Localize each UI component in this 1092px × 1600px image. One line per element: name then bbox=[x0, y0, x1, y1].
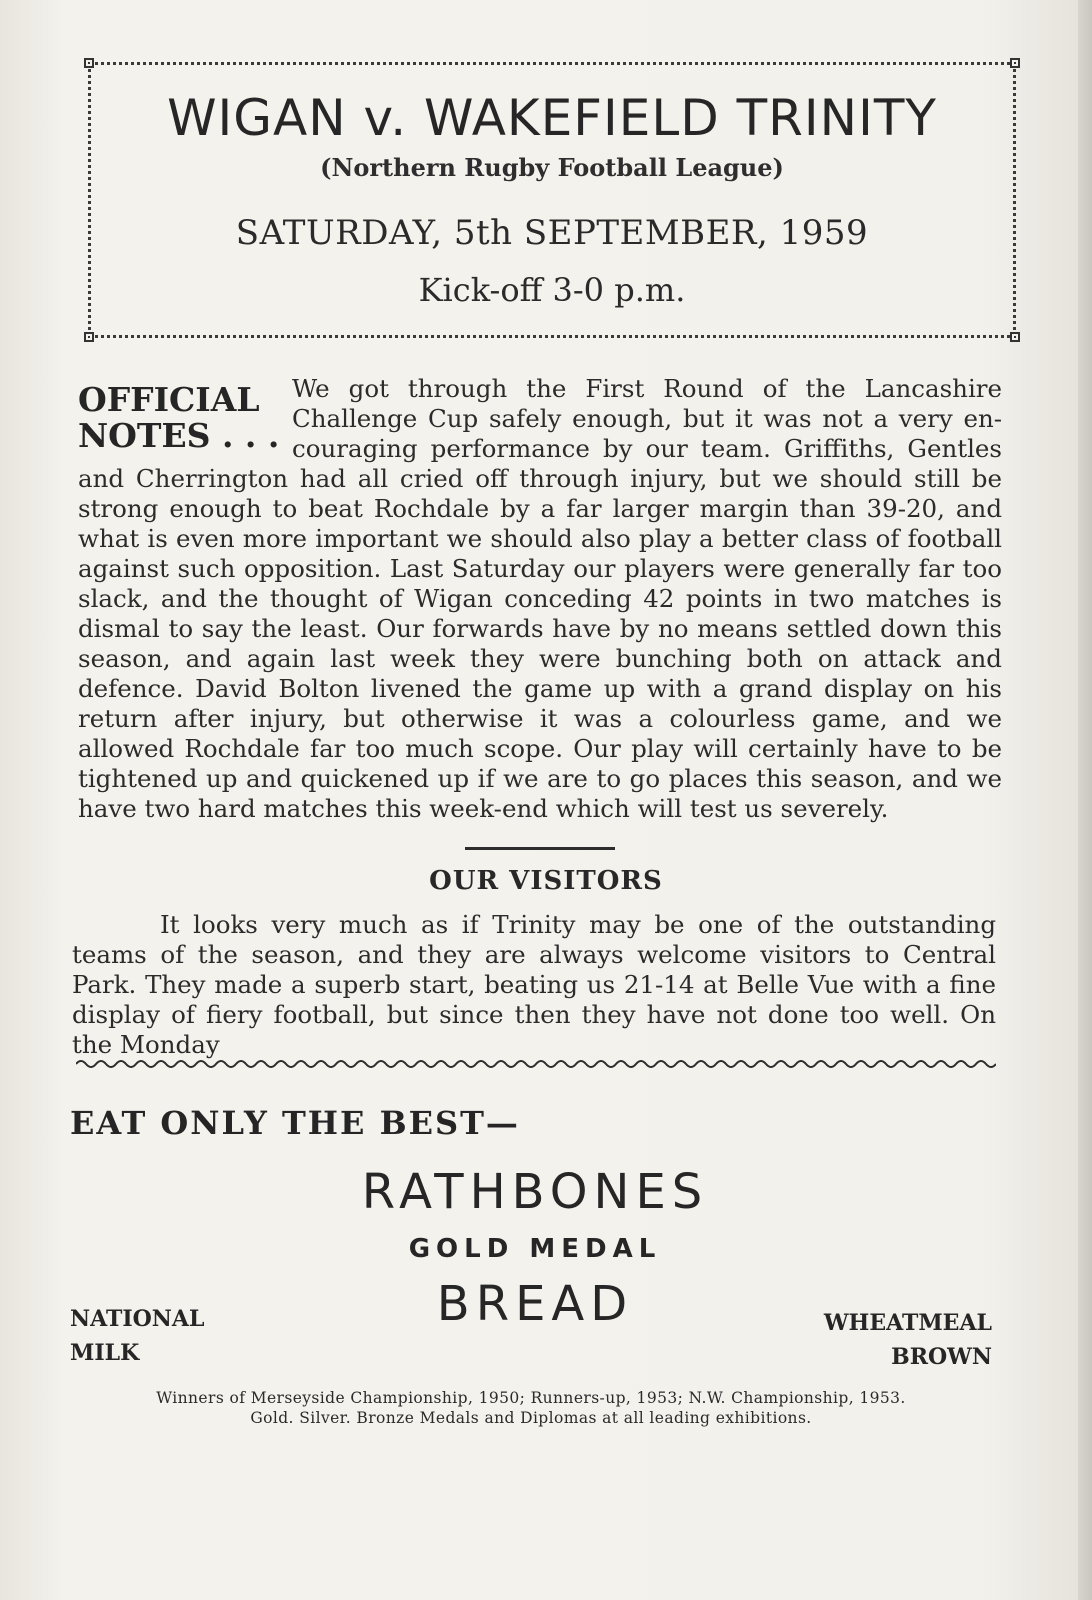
page-edge bbox=[1078, 0, 1092, 1600]
corner-ornament bbox=[84, 58, 94, 68]
advert-left-line2: MILK bbox=[70, 1340, 140, 1366]
official-notes-text: We got through the First Round of the Lancashire Challenge Cup safely enough, but it was not a very en- couraging performance by our team. Griffiths, Gentles and Cherrington had all cried off through injury, but we should still be strong enough to beat Rochdale by a far larger margin than 39-20, and what is even more important we should also play a better class of football against such opposition. Last Saturday our players were generally far too slack, and the thought of Wigan conceding 42 points in two matches is dismal to say the least. Our forwards have by no means settled down this season, and again last week they were bunching both on attack and defence. David Bolton livened the game up with a grand display on his return after injury, but otherwise it was a colourless game, and we allowed Rochdale far too much scope. Our play will certainly have to be tightened up and quickened up if we are to go places this season, and we have two hard matches this week-end which will test us severely. bbox=[78, 374, 1002, 823]
advert-product: BREAD bbox=[436, 1276, 634, 1332]
advert-awards bbox=[0, 1388, 1062, 1428]
visitors-heading: OUR VISITORS bbox=[429, 866, 663, 896]
match-title: WIGAN v. WAKEFIELD TRINITY bbox=[167, 89, 937, 147]
awards-line2: Gold. Silver. Bronze Medals and Diplomas at all leading exhibitions. bbox=[250, 1409, 812, 1427]
official-notes-section bbox=[78, 374, 1002, 824]
visitors-text: It looks very much as if Trinity may be one of the outstanding teams of the season, and they are always welcome visitors to Central Park. They made a superb start, beating us 21-14 at Belle Vue with a fine display of fiery football, but since then they have not done too well. On the Monday bbox=[72, 910, 996, 1059]
match-header-box bbox=[88, 62, 1016, 338]
advert-brand: RATHBONES bbox=[361, 1164, 709, 1220]
corner-ornament bbox=[84, 332, 94, 342]
advert-heading: EAT ONLY THE BEST— bbox=[70, 1104, 520, 1142]
corner-ornament bbox=[1010, 332, 1020, 342]
league-name: (Northern Rugby Football League) bbox=[320, 153, 784, 182]
section-divider bbox=[465, 847, 615, 850]
awards-line1: Winners of Merseyside Championship, 1950; Runners-up, 1953; N.W. Championship, 1953. bbox=[156, 1389, 906, 1407]
advert-left-products bbox=[70, 1302, 204, 1370]
official-notes-heading-line1: OFFICIAL bbox=[78, 380, 260, 419]
advert-right-line2: BROWN bbox=[891, 1344, 992, 1370]
advert-right-line1: WHEATMEAL bbox=[823, 1310, 992, 1336]
heading-spacer bbox=[78, 374, 292, 460]
official-notes-heading-line2: NOTES . . . bbox=[78, 416, 280, 455]
match-date: SATURDAY, 5th SEPTEMBER, 1959 bbox=[235, 213, 869, 253]
advert-right-products bbox=[824, 1306, 992, 1374]
advert-left-line1: NATIONAL bbox=[70, 1306, 205, 1332]
kickoff-time: Kick-off 3-0 p.m. bbox=[418, 271, 686, 309]
corner-ornament bbox=[1010, 58, 1020, 68]
advert-subtitle: GOLD MEDAL bbox=[408, 1234, 662, 1264]
wavy-divider bbox=[76, 1058, 996, 1070]
